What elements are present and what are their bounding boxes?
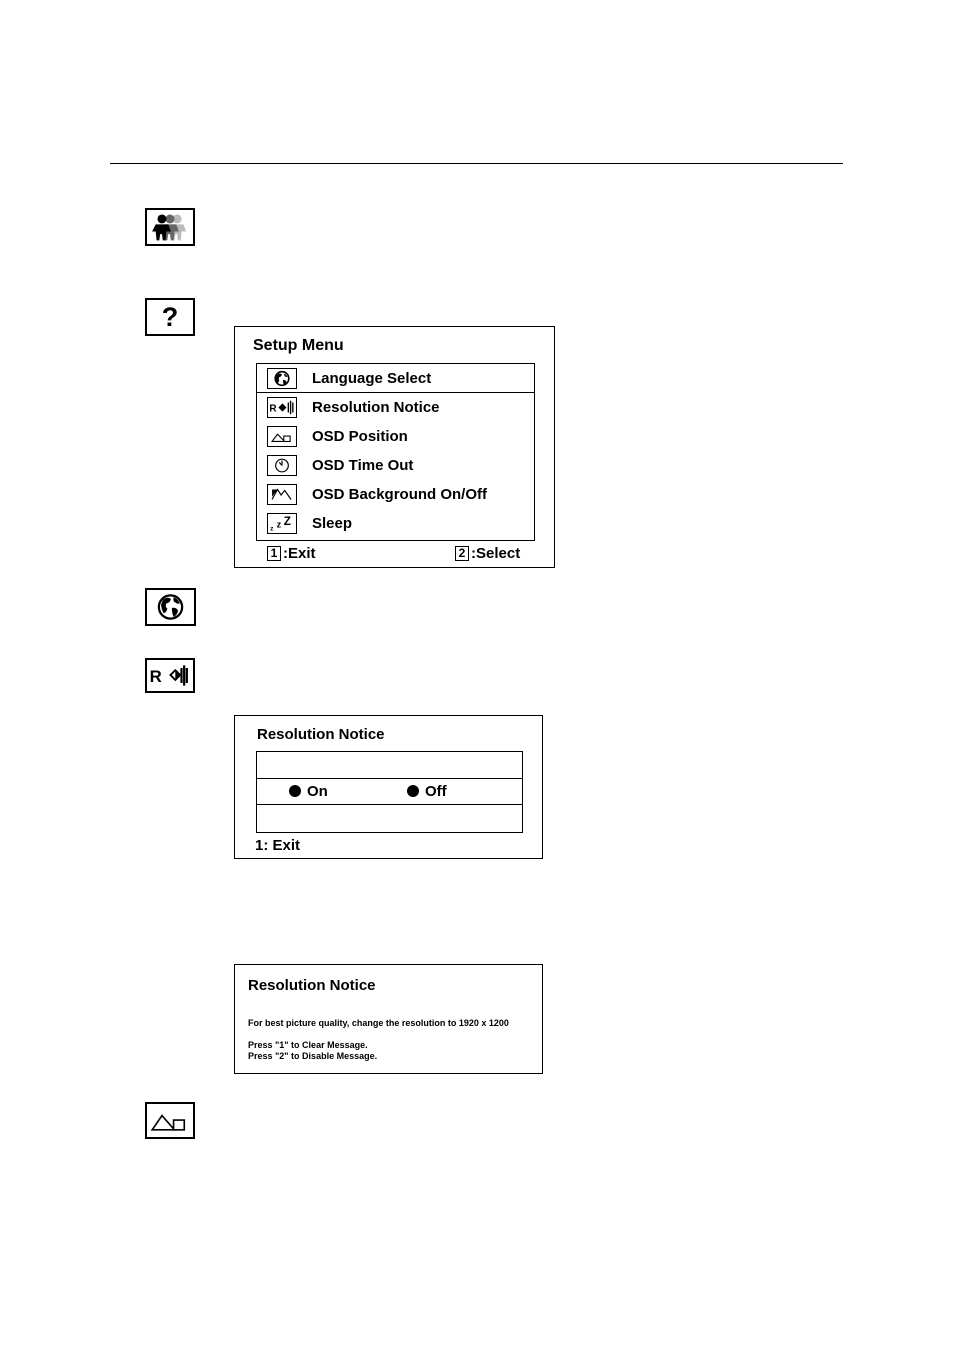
resolution-message (234, 964, 543, 1074)
resolution-notice-title: Resolution Notice (257, 726, 385, 743)
menu-item-osd-background[interactable] (257, 480, 534, 509)
select-key: 2 (455, 546, 469, 561)
clock-icon (267, 455, 297, 476)
resolution-notice-exit: 1: Exit (255, 837, 301, 854)
option-on-label: On (307, 783, 328, 800)
menu-item-label: Language Select (312, 370, 432, 387)
menu-item-resolution-notice[interactable] (257, 393, 534, 422)
menu-item-language-select[interactable] (257, 364, 534, 393)
radio-dot-icon (289, 785, 301, 797)
svg-text:R: R (269, 403, 277, 415)
svg-text:R: R (149, 667, 162, 687)
option-off-label: Off (425, 783, 447, 800)
exit-hint (267, 545, 316, 562)
osd-position-icon (145, 1102, 195, 1139)
resolution-notice-frame (256, 751, 523, 833)
radio-dot-icon (407, 785, 419, 797)
setup-menu-title: Setup Menu (253, 337, 344, 354)
setup-menu-list (256, 363, 535, 541)
menu-item-sleep[interactable] (257, 509, 534, 538)
resolution-notice-icon (145, 658, 195, 693)
option-on[interactable] (289, 783, 328, 800)
osd-position-icon (267, 426, 297, 447)
menu-item-label: OSD Time Out (312, 457, 414, 474)
menu-item-label: OSD Background On/Off (312, 486, 488, 503)
menu-item-osd-position[interactable] (257, 422, 534, 451)
resolution-message-line: Press "1" to Clear Message. (248, 1040, 368, 1050)
menu-item-osd-time-out[interactable] (257, 451, 534, 480)
svg-text:Z: Z (283, 514, 291, 528)
users-icon (145, 208, 195, 246)
globe-icon (267, 368, 297, 389)
select-hint (455, 545, 520, 562)
sleep-icon (267, 513, 297, 534)
resolution-message-title: Resolution Notice (248, 977, 376, 994)
osd-background-icon (267, 484, 297, 505)
resolution-message-line: For best picture quality, change the resolution to 1920 x 1200 (248, 1018, 509, 1028)
menu-item-label: OSD Position (312, 428, 408, 445)
menu-item-label: Sleep (312, 515, 353, 532)
header-rule (110, 163, 843, 164)
exit-label: :Exit (283, 545, 316, 562)
setup-menu (234, 326, 555, 568)
resolution-notice-menu (234, 715, 543, 859)
exit-key: 1 (267, 546, 281, 561)
resolution-notice-options (257, 778, 522, 805)
help-icon (145, 298, 195, 336)
globe-icon (145, 588, 196, 626)
select-label: :Select (471, 545, 521, 562)
svg-text:z: z (276, 519, 282, 530)
help-icon-glyph: ? (161, 302, 179, 332)
menu-item-label: Resolution Notice (312, 399, 440, 416)
resolution-notice-icon (267, 397, 297, 418)
resolution-message-line: Press "2" to Disable Message. (248, 1051, 378, 1061)
option-off[interactable] (407, 783, 447, 800)
svg-text:z: z (270, 525, 274, 533)
